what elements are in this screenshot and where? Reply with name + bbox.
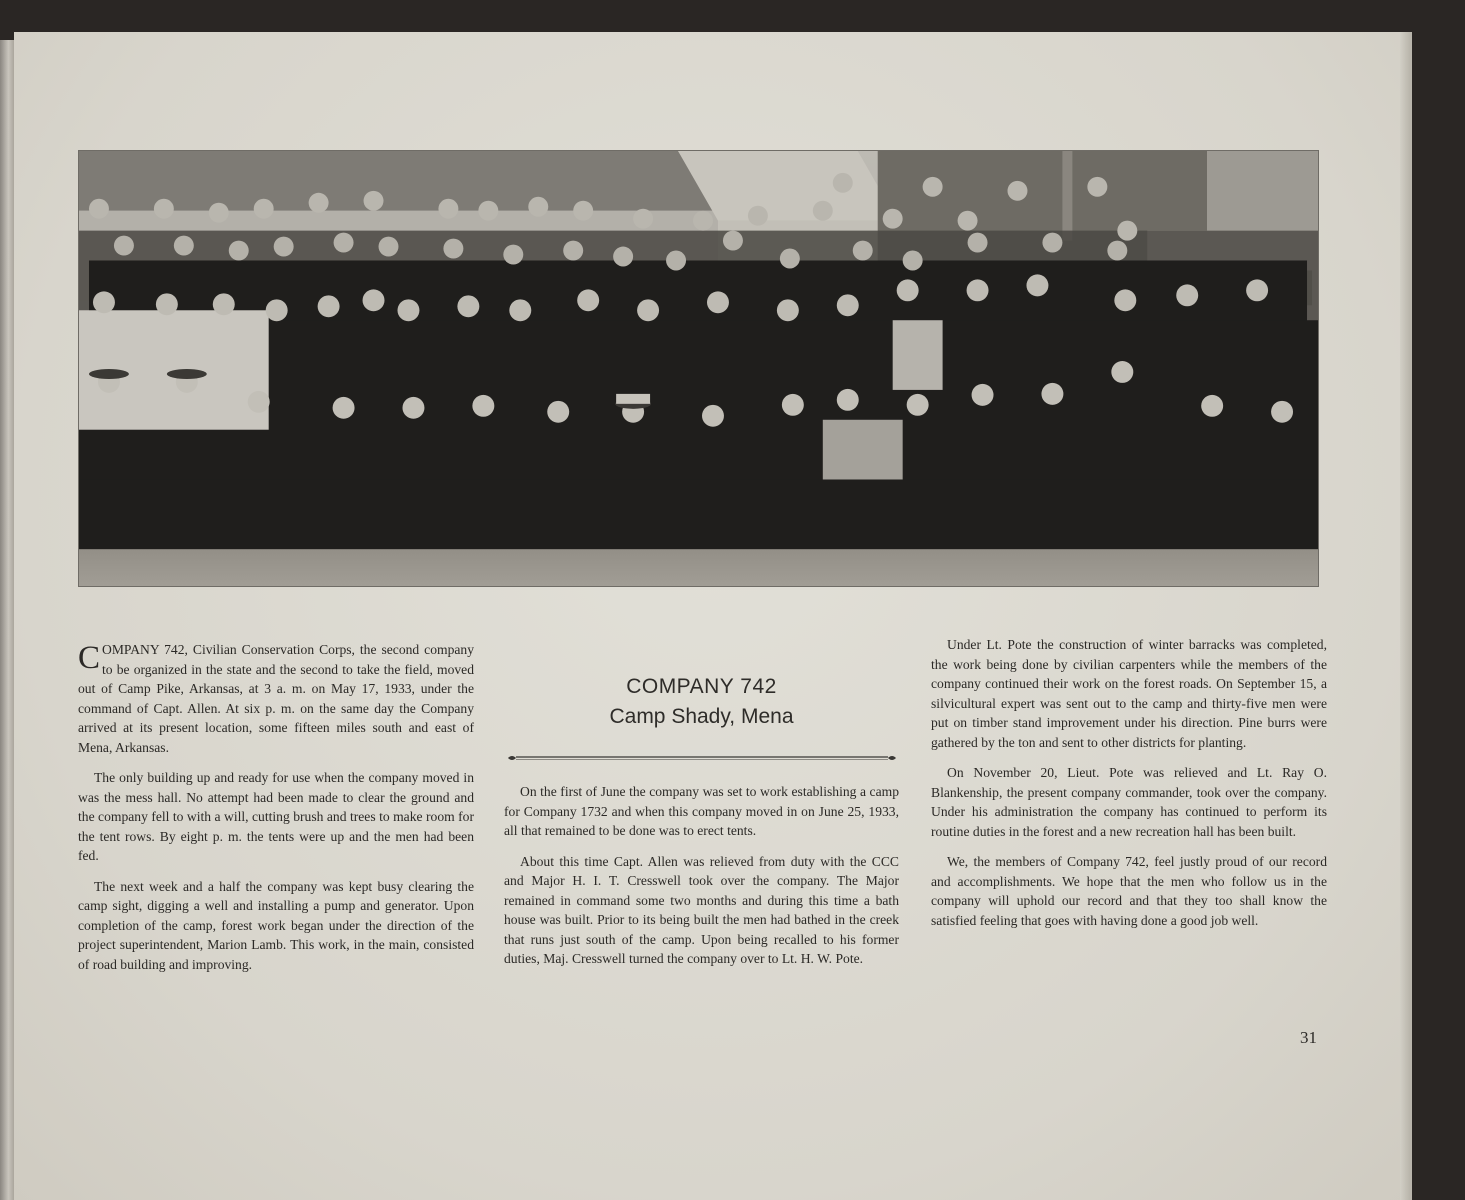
right-paragraph-3: We, the members of Company 742, feel justly proud of our record and accomplishments. We hope that the men who follow us in the company will uphold our record and that they too shall know the satisfied feeling that goes with having done a good job well. (931, 854, 1327, 928)
right-column (931, 635, 1327, 941)
drop-cap: C (78, 640, 101, 676)
right-paragraph-2: On November 20, Lieut. Pote was relieved and Lt. Ray O. Blankenship, the present company commander, took over the company. Under his administration the company has continued to perform its routine duties in the forest and a new recreation hall has been built. (931, 765, 1327, 839)
group-photograph (78, 150, 1319, 587)
ornamental-rule (506, 754, 898, 762)
middle-column (504, 782, 899, 980)
book-binding (0, 40, 14, 1200)
left-column (78, 640, 474, 985)
left-paragraph-1 (78, 640, 474, 757)
heading-title: COMPANY 742 (626, 675, 777, 698)
left-paragraph-3: The next week and a half the company was kept busy clearing the camp sight, digging a well and installing a pump and generator. Upon completion of the camp, forest work began under the direction of the project superintendent, Marion Lamb. This work, in the main, consisted of road building and improving. (78, 878, 474, 972)
middle-paragraph-1: On the first of June the company was set to work establishing a camp for Company 1732 and when this company moved in on June 25, 1933, all that remained to be done was to erect tents. (504, 784, 899, 838)
page-edge (1400, 32, 1410, 1200)
right-paragraph-1: Under Lt. Pote the construction of winter barracks was completed, the work being done by civilian carpenters while the members of the company continued their work on the forest roads. On September 15, a silvicultural expert was sent out to the camp and thirty-five men were put on timber stand improvement under his direction. Pine burrs were gathered by the ton and sent to other districts for planting. (931, 637, 1327, 750)
article-heading (504, 672, 899, 732)
middle-paragraph-2: About this time Capt. Allen was relieved from duty with the CCC and Major H. I. T. Cresswell took over the company. The Major remained in command some two months and during this time a bath house was built. Prior to its being built the men had bathed in the creek that runs just south of the camp. Upon being recalled to his former duties, Maj. Cresswell turned the company over to Lt. H. W. Pote. (504, 853, 899, 966)
heading-subtitle: Camp Shady, Mena (609, 705, 794, 728)
left-paragraph-1-text: OMPANY 742, Civilian Conservation Corps, the second company to be organized in the state and the second to take the field, moved out of Camp Pike, Arkansas, at 3 a. m. on May 17, 1933, under the command of Capt. Allen. At six p. m. on the same day the Company arrived at its present location, some fifteen miles south and east of Mena, Arkansas. (78, 642, 474, 755)
group-photo-graphic (79, 151, 1318, 586)
left-paragraph-2: The only building up and ready for use when the company moved in was the mess hall. No attempt had been made to clear the ground and the company fell to with a will, cutting brush and trees to make room for the tent rows. By eight p. m. the tents were up and the men had been fed. (78, 770, 474, 863)
page-number: 31 (1300, 1028, 1317, 1047)
